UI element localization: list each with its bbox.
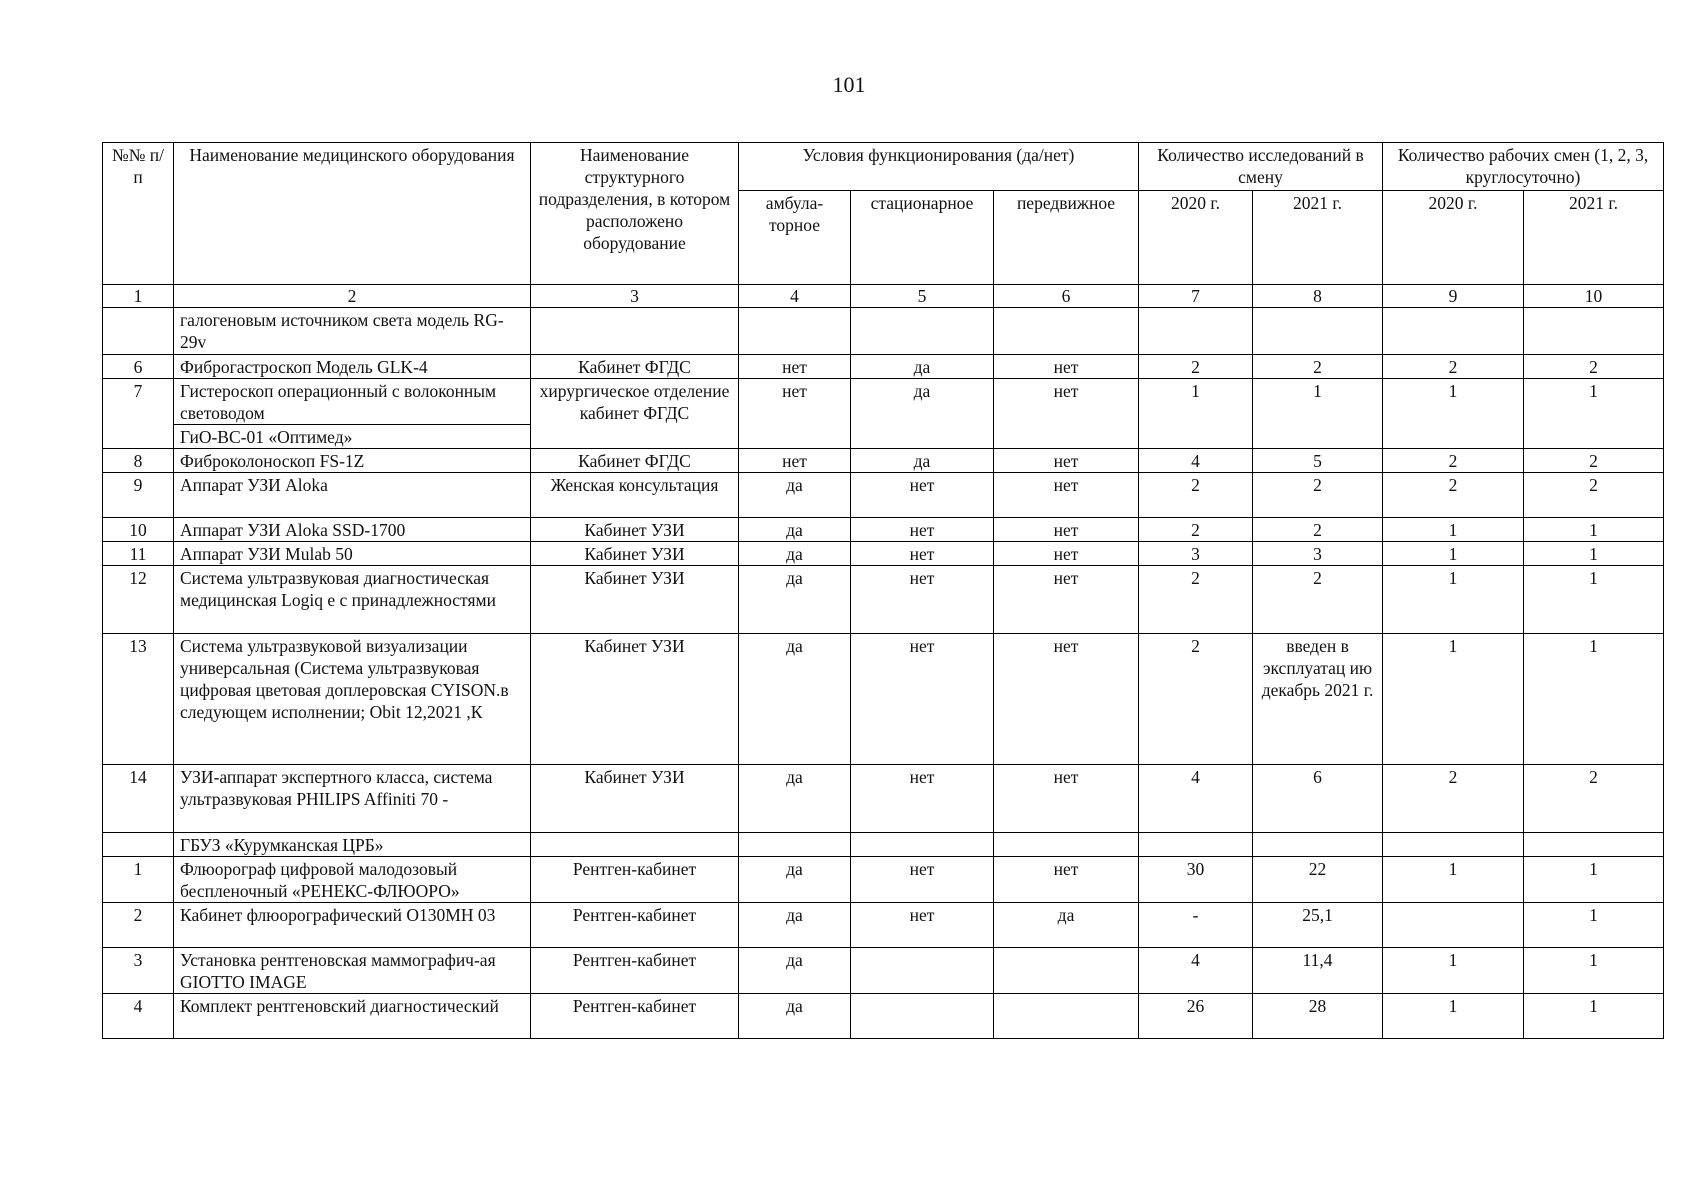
equipment-table	[102, 142, 1664, 1039]
header-studies-per-shift: Количество исследований в смену	[1139, 143, 1383, 191]
cell-ambulatory: да	[739, 765, 851, 833]
cell-shifts-2021: 1	[1524, 379, 1664, 449]
table-row	[103, 857, 1664, 903]
cell-number: 1	[103, 857, 174, 903]
cell-ambulatory: да	[739, 542, 851, 566]
cell-studies-2021: 11,4	[1253, 948, 1383, 994]
cell-studies-2020: 1	[1139, 379, 1253, 449]
cell-ambulatory	[739, 308, 851, 355]
column-number: 2	[174, 285, 531, 308]
cell-structural-unit: Рентген-кабинет	[531, 857, 739, 903]
table-row	[103, 994, 1664, 1039]
cell-mobile	[994, 994, 1139, 1039]
cell-structural-unit: Кабинет УЗИ	[531, 765, 739, 833]
cell-shifts-2021: 1	[1524, 566, 1664, 634]
column-number: 3	[531, 285, 739, 308]
cell-ambulatory: нет	[739, 379, 851, 449]
cell-stationary: да	[851, 379, 994, 449]
cell-ambulatory: да	[739, 857, 851, 903]
cell-number	[103, 833, 174, 857]
table-row	[103, 948, 1664, 994]
header-studies-2021: 2021 г.	[1253, 191, 1383, 285]
cell-number: 6	[103, 355, 174, 379]
cell-structural-unit: Кабинет УЗИ	[531, 634, 739, 765]
cell-studies-2021: 5	[1253, 449, 1383, 473]
table-row	[103, 518, 1664, 542]
cell-shifts-2020	[1383, 308, 1524, 355]
cell-shifts-2020	[1383, 903, 1524, 948]
cell-shifts-2021: 1	[1524, 542, 1664, 566]
table-row	[103, 308, 1664, 355]
cell-equipment-name: Комплект рентгеновский диагностический	[174, 994, 531, 1039]
column-number: 1	[103, 285, 174, 308]
cell-stationary	[851, 308, 994, 355]
cell-equipment-name: Флюорограф цифровой малодозовый беспленочный «РЕНЕКС-ФЛЮОРО»	[174, 857, 531, 903]
cell-studies-2020: 4	[1139, 449, 1253, 473]
cell-equipment-name: галогеновым источником света модель RG-29v	[174, 308, 531, 355]
header-work-shifts: Количество рабочих смен (1, 2, 3, круглосуточно)	[1383, 143, 1664, 191]
cell-shifts-2020: 2	[1383, 765, 1524, 833]
cell-equipment-name: Система ультразвуковая диагностическая медицинская Logiq e с принадлежностями	[174, 566, 531, 634]
cell-shifts-2021: 1	[1524, 948, 1664, 994]
cell-stationary	[851, 833, 994, 857]
cell-ambulatory: да	[739, 473, 851, 518]
cell-shifts-2020: 1	[1383, 542, 1524, 566]
cell-shifts-2021: 1	[1524, 518, 1664, 542]
cell-stationary: нет	[851, 903, 994, 948]
cell-number	[103, 308, 174, 355]
cell-stationary: нет	[851, 518, 994, 542]
cell-number: 8	[103, 449, 174, 473]
header-studies-2020: 2020 г.	[1139, 191, 1253, 285]
cell-structural-unit: Кабинет УЗИ	[531, 566, 739, 634]
page-number: 101	[832, 72, 866, 97]
cell-structural-unit: Рентген-кабинет	[531, 994, 739, 1039]
cell-stationary: нет	[851, 634, 994, 765]
cell-shifts-2021: 1	[1524, 857, 1664, 903]
cell-structural-unit: Рентген-кабинет	[531, 903, 739, 948]
table-row	[103, 634, 1664, 765]
header-shifts-2021: 2021 г.	[1524, 191, 1664, 285]
cell-shifts-2020	[1383, 833, 1524, 857]
table-body	[103, 308, 1664, 1039]
column-number: 6	[994, 285, 1139, 308]
cell-shifts-2020: 1	[1383, 634, 1524, 765]
cell-studies-2021: 2	[1253, 518, 1383, 542]
cell-shifts-2021: 2	[1524, 473, 1664, 518]
cell-stationary	[851, 948, 994, 994]
cell-shifts-2020: 1	[1383, 948, 1524, 994]
table-row	[103, 566, 1664, 634]
cell-studies-2021: 28	[1253, 994, 1383, 1039]
cell-studies-2021: введен в эксплуатац ию декабрь 2021 г.	[1253, 634, 1383, 765]
cell-ambulatory: да	[739, 948, 851, 994]
cell-number: 11	[103, 542, 174, 566]
cell-equipment-name: ГБУЗ «Курумканская ЦРБ»	[174, 833, 531, 857]
cell-ambulatory: нет	[739, 449, 851, 473]
cell-shifts-2021: 1	[1524, 903, 1664, 948]
cell-shifts-2021	[1524, 308, 1664, 355]
cell-studies-2020: 4	[1139, 765, 1253, 833]
cell-studies-2021: 2	[1253, 473, 1383, 518]
cell-shifts-2021: 2	[1524, 765, 1664, 833]
cell-shifts-2021: 1	[1524, 994, 1664, 1039]
cell-studies-2021: 22	[1253, 857, 1383, 903]
cell-equipment-name-continued: ГиО-ВС-01 «Оптимед»	[174, 425, 531, 449]
column-number-row	[103, 285, 1664, 308]
cell-mobile: нет	[994, 765, 1139, 833]
cell-studies-2021	[1253, 308, 1383, 355]
cell-mobile: нет	[994, 379, 1139, 449]
header-mobile: передвижное	[994, 191, 1139, 285]
header-conditions: Условия функционирования (да/нет)	[739, 143, 1139, 191]
cell-studies-2020: 3	[1139, 542, 1253, 566]
cell-studies-2021: 3	[1253, 542, 1383, 566]
cell-studies-2020: 26	[1139, 994, 1253, 1039]
cell-number: 4	[103, 994, 174, 1039]
cell-studies-2021: 1	[1253, 379, 1383, 449]
cell-equipment-name: Аппарат УЗИ Aloka	[174, 473, 531, 518]
header-ambulatory: амбула-торное	[739, 191, 851, 285]
cell-structural-unit	[531, 308, 739, 355]
cell-studies-2020: 30	[1139, 857, 1253, 903]
cell-studies-2020: 2	[1139, 355, 1253, 379]
cell-studies-2021: 2	[1253, 566, 1383, 634]
cell-number: 14	[103, 765, 174, 833]
cell-equipment-name: Кабинет флюорографический О130МН 03	[174, 903, 531, 948]
cell-structural-unit	[531, 833, 739, 857]
cell-mobile: да	[994, 903, 1139, 948]
table-row	[103, 903, 1664, 948]
cell-equipment-name: Фиброгастроскоп Модель GLK-4	[174, 355, 531, 379]
column-number: 9	[1383, 285, 1524, 308]
cell-shifts-2020: 1	[1383, 566, 1524, 634]
cell-number: 3	[103, 948, 174, 994]
cell-structural-unit: Рентген-кабинет	[531, 948, 739, 994]
cell-equipment-name: Установка рентгеновская маммографич-ая GIOTTO IMAGE	[174, 948, 531, 994]
cell-shifts-2021: 2	[1524, 449, 1664, 473]
column-number: 4	[739, 285, 851, 308]
cell-ambulatory: нет	[739, 355, 851, 379]
cell-number: 7	[103, 379, 174, 449]
cell-mobile: нет	[994, 355, 1139, 379]
cell-stationary: нет	[851, 857, 994, 903]
cell-ambulatory: да	[739, 634, 851, 765]
header-num: №№ п/п	[103, 143, 174, 285]
table-row	[103, 473, 1664, 518]
cell-studies-2020: 2	[1139, 634, 1253, 765]
cell-stationary: да	[851, 449, 994, 473]
cell-studies-2020	[1139, 833, 1253, 857]
table-row	[103, 449, 1664, 473]
cell-shifts-2021	[1524, 833, 1664, 857]
cell-ambulatory: да	[739, 518, 851, 542]
cell-number: 13	[103, 634, 174, 765]
cell-shifts-2021: 1	[1524, 634, 1664, 765]
cell-shifts-2020: 2	[1383, 473, 1524, 518]
cell-mobile: нет	[994, 449, 1139, 473]
cell-equipment-name: Гистероскоп операционный с волоконным световодом	[174, 379, 531, 425]
cell-mobile: нет	[994, 518, 1139, 542]
cell-studies-2020: -	[1139, 903, 1253, 948]
cell-stationary: нет	[851, 542, 994, 566]
cell-mobile	[994, 948, 1139, 994]
cell-mobile: нет	[994, 473, 1139, 518]
cell-stationary: нет	[851, 765, 994, 833]
cell-shifts-2021: 2	[1524, 355, 1664, 379]
cell-equipment-name: Фиброколоноскоп FS-1Z	[174, 449, 531, 473]
header-shifts-2020: 2020 г.	[1383, 191, 1524, 285]
column-number: 10	[1524, 285, 1664, 308]
cell-stationary	[851, 994, 994, 1039]
cell-shifts-2020: 2	[1383, 355, 1524, 379]
cell-mobile: нет	[994, 634, 1139, 765]
cell-studies-2020: 2	[1139, 518, 1253, 542]
cell-mobile: нет	[994, 566, 1139, 634]
cell-stationary: нет	[851, 473, 994, 518]
cell-structural-unit: Женская консультация	[531, 473, 739, 518]
cell-shifts-2020: 1	[1383, 994, 1524, 1039]
column-number: 7	[1139, 285, 1253, 308]
cell-shifts-2020: 2	[1383, 449, 1524, 473]
cell-studies-2020: 2	[1139, 473, 1253, 518]
column-number: 8	[1253, 285, 1383, 308]
cell-mobile	[994, 308, 1139, 355]
cell-mobile: нет	[994, 542, 1139, 566]
cell-mobile	[994, 833, 1139, 857]
cell-shifts-2020: 1	[1383, 518, 1524, 542]
header-equipment-name: Наименование медицинского оборудования	[174, 143, 531, 285]
cell-ambulatory: да	[739, 994, 851, 1039]
cell-shifts-2020: 1	[1383, 379, 1524, 449]
table-row	[103, 379, 1664, 425]
table-row	[103, 355, 1664, 379]
cell-studies-2020: 2	[1139, 566, 1253, 634]
header-stationary: стационарное	[851, 191, 994, 285]
cell-structural-unit: Кабинет УЗИ	[531, 542, 739, 566]
column-number: 5	[851, 285, 994, 308]
cell-studies-2020: 4	[1139, 948, 1253, 994]
cell-number: 2	[103, 903, 174, 948]
cell-ambulatory	[739, 833, 851, 857]
cell-studies-2021	[1253, 833, 1383, 857]
cell-studies-2020	[1139, 308, 1253, 355]
cell-stationary: да	[851, 355, 994, 379]
cell-stationary: нет	[851, 566, 994, 634]
cell-equipment-name: Система ультразвуковой визуализации универсальная (Система ультразвуковая цифровая цветовая доплеровская CYISON.в следующем исполнении; Obit 12,2021 ,К	[174, 634, 531, 765]
cell-equipment-name: Аппарат УЗИ Mulab 50	[174, 542, 531, 566]
cell-shifts-2020: 1	[1383, 857, 1524, 903]
cell-number: 10	[103, 518, 174, 542]
cell-studies-2021: 2	[1253, 355, 1383, 379]
cell-structural-unit: Кабинет ФГДС	[531, 355, 739, 379]
cell-ambulatory: да	[739, 903, 851, 948]
cell-structural-unit: Кабинет ФГДС	[531, 449, 739, 473]
table-row	[103, 833, 1664, 857]
table-row	[103, 542, 1664, 566]
header-structural-unit: Наименование структурного подразделения, в котором расположено оборудование	[531, 143, 739, 285]
cell-number: 12	[103, 566, 174, 634]
cell-number: 9	[103, 473, 174, 518]
cell-studies-2021: 6	[1253, 765, 1383, 833]
table-row	[103, 765, 1664, 833]
cell-equipment-name: Аппарат УЗИ Aloka SSD-1700	[174, 518, 531, 542]
cell-mobile: нет	[994, 857, 1139, 903]
cell-structural-unit: хирургическое отделение кабинет ФГДС	[531, 379, 739, 449]
cell-equipment-name: УЗИ-аппарат экспертного класса, система ультразвуковая PHILIPS Affiniti 70 -	[174, 765, 531, 833]
cell-studies-2021: 25,1	[1253, 903, 1383, 948]
cell-structural-unit: Кабинет УЗИ	[531, 518, 739, 542]
cell-ambulatory: да	[739, 566, 851, 634]
